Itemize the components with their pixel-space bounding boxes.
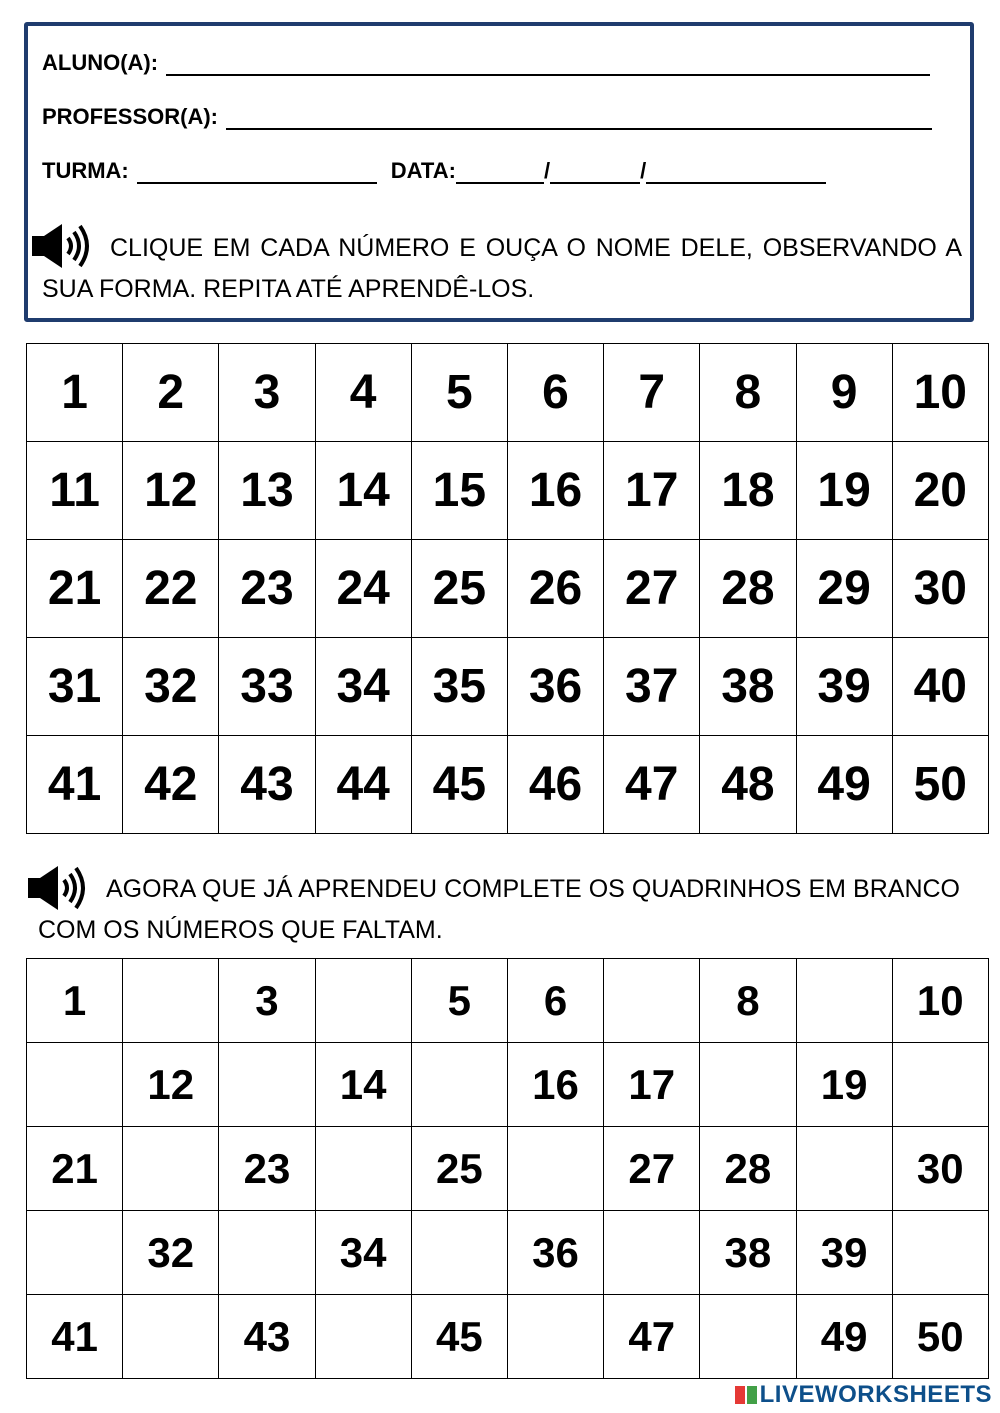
liveworksheets-logo (734, 1381, 992, 1409)
number-cell[interactable]: 35 (411, 638, 507, 736)
blank-number-cell[interactable] (796, 1127, 892, 1211)
number-cell: 6 (507, 959, 603, 1043)
number-cell[interactable]: 3 (219, 344, 315, 442)
number-cell: 45 (411, 1295, 507, 1379)
blank-number-cell[interactable] (219, 1211, 315, 1295)
number-cell[interactable]: 43 (219, 736, 315, 834)
logo-text: LIVEWORKSHEETS (759, 1381, 992, 1408)
blank-number-cell[interactable] (27, 1211, 123, 1295)
grid-row (27, 1127, 989, 1211)
number-cell[interactable]: 10 (892, 344, 988, 442)
grid-row (27, 1211, 989, 1295)
number-cell: 30 (892, 1127, 988, 1211)
number-cell[interactable]: 15 (411, 442, 507, 540)
turma-data-field (42, 158, 826, 184)
numbers-grid-reference (26, 343, 989, 834)
grid-row (27, 540, 989, 638)
number-cell: 36 (507, 1211, 603, 1295)
blank-number-cell[interactable] (315, 959, 411, 1043)
number-cell: 5 (411, 959, 507, 1043)
blank-number-cell[interactable] (507, 1127, 603, 1211)
number-cell[interactable]: 39 (796, 638, 892, 736)
blank-number-cell[interactable] (700, 1295, 796, 1379)
blank-number-cell[interactable] (892, 1211, 988, 1295)
date-separator: / (640, 158, 647, 183)
number-cell[interactable]: 13 (219, 442, 315, 540)
logo-icon (734, 1383, 758, 1407)
number-cell[interactable]: 34 (315, 638, 411, 736)
number-cell: 50 (892, 1295, 988, 1379)
number-cell[interactable]: 24 (315, 540, 411, 638)
number-cell[interactable]: 2 (123, 344, 219, 442)
grid-row (27, 959, 989, 1043)
turma-label: TURMA: (42, 158, 129, 183)
professor-field (42, 104, 932, 130)
grid-row (27, 736, 989, 834)
student-info-box (24, 22, 974, 322)
blank-number-cell[interactable] (123, 959, 219, 1043)
number-cell[interactable]: 50 (892, 736, 988, 834)
blank-number-cell[interactable] (411, 1043, 507, 1127)
number-cell[interactable]: 33 (219, 638, 315, 736)
number-cell[interactable]: 21 (27, 540, 123, 638)
aluno-label: ALUNO(A): (42, 50, 159, 75)
number-cell: 43 (219, 1295, 315, 1379)
aluno-input-line[interactable] (166, 50, 930, 76)
numbers-grid-exercise (26, 958, 989, 1379)
number-cell: 14 (315, 1043, 411, 1127)
number-cell: 32 (123, 1211, 219, 1295)
number-cell[interactable]: 22 (123, 540, 219, 638)
instruction-listen: CLIQUE EM CADA NÚMERO E OUÇA O NOME DELE, OBSERVANDO A SUA FORMA. REPITA ATÉ APRENDÊ-LOS. (42, 234, 962, 303)
number-cell[interactable]: 37 (604, 638, 700, 736)
blank-number-cell[interactable] (315, 1295, 411, 1379)
number-cell: 16 (507, 1043, 603, 1127)
number-cell[interactable]: 31 (27, 638, 123, 736)
number-cell[interactable]: 36 (507, 638, 603, 736)
number-cell[interactable]: 11 (27, 442, 123, 540)
grid-row (27, 1295, 989, 1379)
blank-number-cell[interactable] (507, 1295, 603, 1379)
number-cell: 3 (219, 959, 315, 1043)
number-cell: 19 (796, 1043, 892, 1127)
number-cell: 41 (27, 1295, 123, 1379)
number-cell[interactable]: 47 (604, 736, 700, 834)
number-cell[interactable]: 12 (123, 442, 219, 540)
number-cell: 10 (892, 959, 988, 1043)
blank-number-cell[interactable] (123, 1127, 219, 1211)
number-cell: 8 (700, 959, 796, 1043)
number-cell[interactable]: 46 (507, 736, 603, 834)
day-input-line[interactable] (456, 158, 544, 184)
number-cell: 25 (411, 1127, 507, 1211)
professor-label: PROFESSOR(A): (42, 104, 218, 129)
number-cell[interactable]: 48 (700, 736, 796, 834)
professor-input-line[interactable] (226, 104, 932, 130)
number-cell: 27 (604, 1127, 700, 1211)
number-cell[interactable]: 9 (796, 344, 892, 442)
number-cell[interactable]: 40 (892, 638, 988, 736)
blank-number-cell[interactable] (700, 1043, 796, 1127)
grid-row (27, 344, 989, 442)
number-cell[interactable]: 28 (700, 540, 796, 638)
number-cell[interactable]: 25 (411, 540, 507, 638)
number-cell[interactable]: 42 (123, 736, 219, 834)
number-cell: 23 (219, 1127, 315, 1211)
number-cell[interactable]: 7 (604, 344, 700, 442)
data-label: DATA: (390, 158, 456, 183)
number-cell[interactable]: 38 (700, 638, 796, 736)
number-cell[interactable]: 4 (315, 344, 411, 442)
number-cell[interactable]: 44 (315, 736, 411, 834)
blank-number-cell[interactable] (604, 1211, 700, 1295)
number-cell[interactable]: 14 (315, 442, 411, 540)
aluno-field (42, 50, 930, 76)
blank-number-cell[interactable] (27, 1043, 123, 1127)
number-cell[interactable]: 20 (892, 442, 988, 540)
number-cell: 21 (27, 1127, 123, 1211)
number-cell[interactable]: 45 (411, 736, 507, 834)
blank-number-cell[interactable] (411, 1211, 507, 1295)
blank-number-cell[interactable] (796, 959, 892, 1043)
number-cell[interactable]: 1 (27, 344, 123, 442)
blank-number-cell[interactable] (123, 1295, 219, 1379)
number-cell: 17 (604, 1043, 700, 1127)
blank-number-cell[interactable] (219, 1043, 315, 1127)
grid-row (27, 442, 989, 540)
number-cell: 28 (700, 1127, 796, 1211)
instruction-complete: AGORA QUE JÁ APRENDEU COMPLETE OS QUADRINHOS EM BRANCO COM OS NÚMEROS QUE FALTAM. (38, 875, 960, 944)
year-input-line[interactable] (646, 158, 826, 184)
number-cell[interactable]: 18 (700, 442, 796, 540)
number-cell[interactable]: 30 (892, 540, 988, 638)
grid-row (27, 1043, 989, 1127)
number-cell[interactable]: 26 (507, 540, 603, 638)
number-cell: 1 (27, 959, 123, 1043)
number-cell[interactable]: 49 (796, 736, 892, 834)
number-cell: 12 (123, 1043, 219, 1127)
number-cell: 47 (604, 1295, 700, 1379)
number-cell[interactable]: 27 (604, 540, 700, 638)
number-cell: 38 (700, 1211, 796, 1295)
number-cell[interactable]: 41 (27, 736, 123, 834)
number-cell[interactable]: 32 (123, 638, 219, 736)
number-cell: 49 (796, 1295, 892, 1379)
number-cell[interactable]: 16 (507, 442, 603, 540)
number-cell[interactable]: 5 (411, 344, 507, 442)
date-separator: / (543, 158, 551, 183)
number-cell[interactable]: 17 (604, 442, 700, 540)
grid-row (27, 638, 989, 736)
number-cell[interactable]: 19 (796, 442, 892, 540)
number-cell: 34 (315, 1211, 411, 1295)
number-cell[interactable]: 8 (700, 344, 796, 442)
month-input-line[interactable] (550, 158, 640, 184)
blank-number-cell[interactable] (315, 1127, 411, 1211)
blank-number-cell[interactable] (604, 959, 700, 1043)
number-cell[interactable]: 23 (219, 540, 315, 638)
number-cell[interactable]: 29 (796, 540, 892, 638)
number-cell[interactable]: 6 (507, 344, 603, 442)
number-cell: 39 (796, 1211, 892, 1295)
blank-number-cell[interactable] (892, 1043, 988, 1127)
turma-input-line[interactable] (137, 158, 377, 184)
